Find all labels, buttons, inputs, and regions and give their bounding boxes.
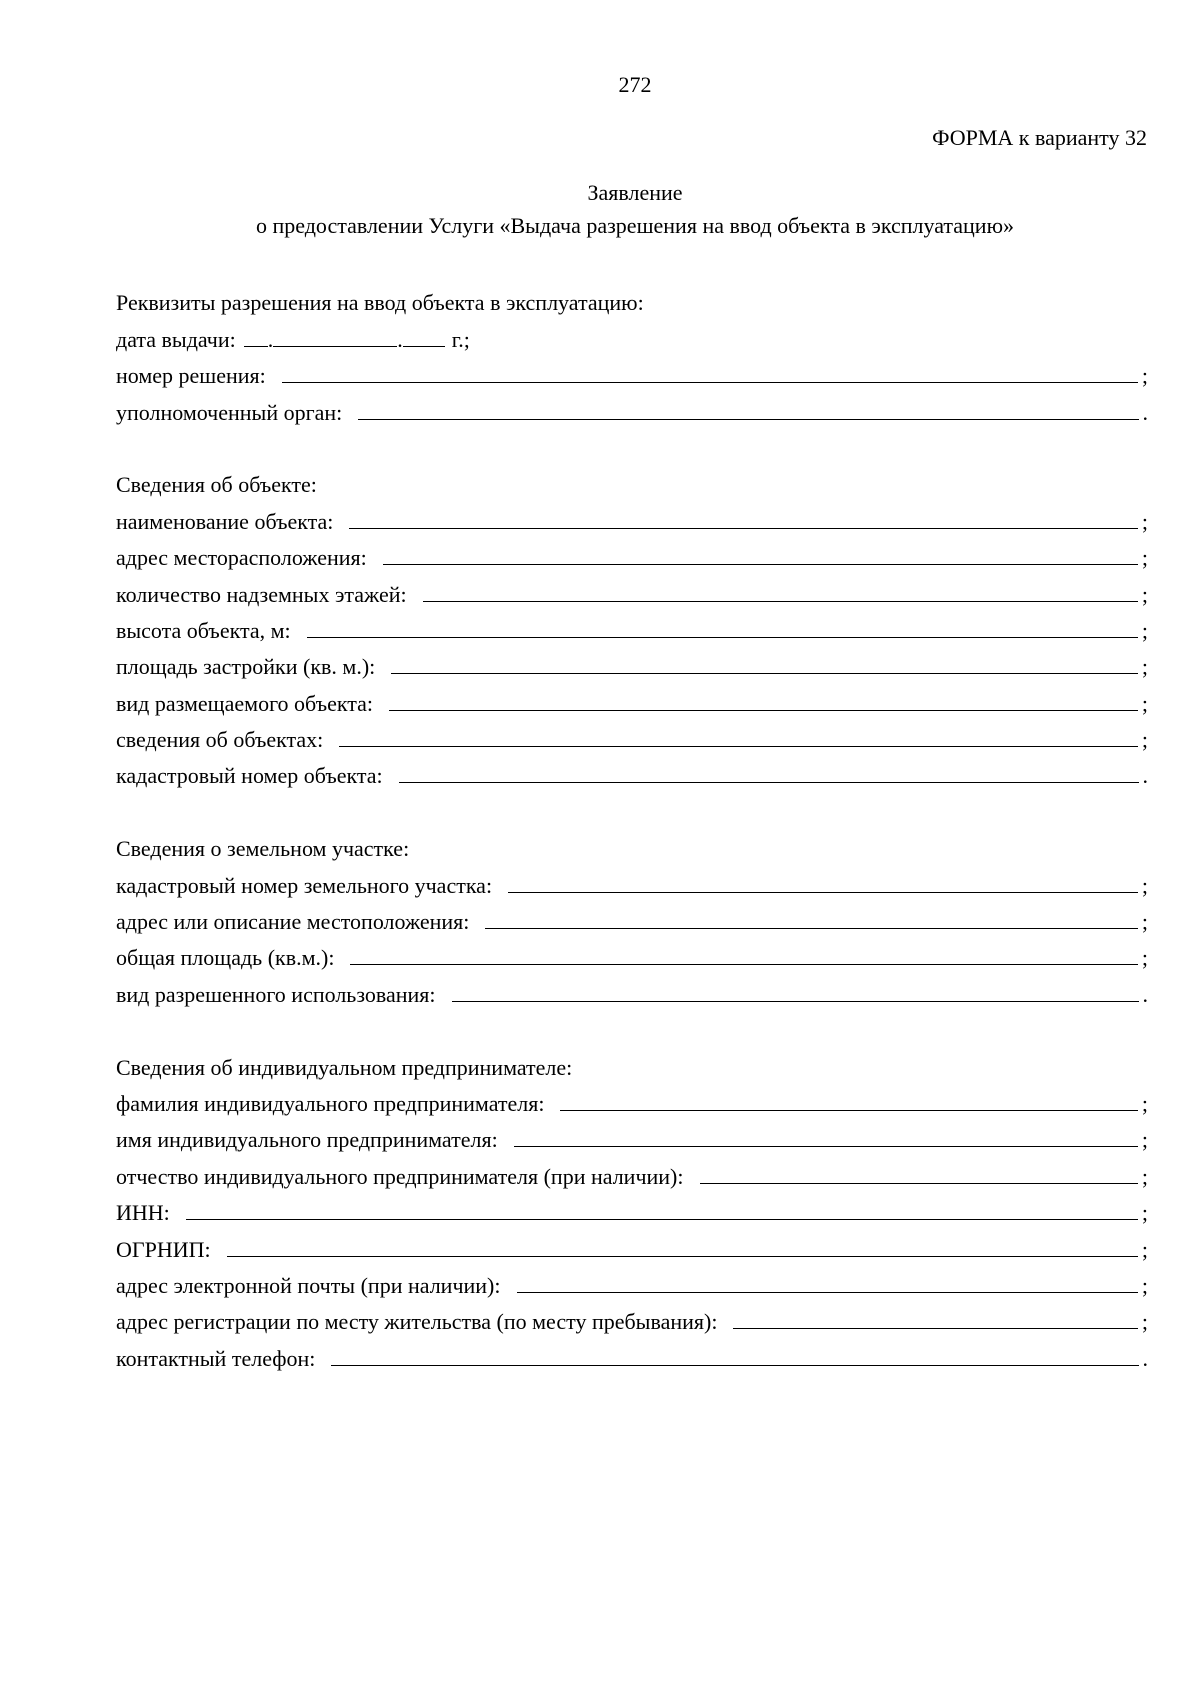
floors-count-field[interactable]: [423, 600, 1138, 602]
phone-field[interactable]: [331, 1364, 1138, 1366]
form-field-row: кадастровый номер земельного участка: ;: [116, 872, 1148, 898]
object-type-field[interactable]: [389, 709, 1138, 711]
object-cadastral-number-field[interactable]: [399, 781, 1139, 783]
email-field[interactable]: [517, 1291, 1138, 1293]
form-field-row: отчество индивидуального предпринимателя (при наличии): ;: [116, 1163, 1148, 1189]
object-height-field[interactable]: [307, 636, 1138, 638]
inn-field[interactable]: [186, 1218, 1138, 1220]
issue-date-row: дата выдачи: . . г.;: [116, 319, 1148, 355]
form-body: [116, 283, 1148, 1375]
form-field-row: уполномоченный орган: .: [116, 399, 1148, 425]
issue-date-label: дата выдачи:: [116, 326, 236, 352]
document-title: Заявление: [587, 180, 683, 205]
permitted-use-field[interactable]: [452, 1000, 1139, 1002]
issue-date-year-field[interactable]: [403, 345, 445, 347]
form-reference: ФОРМА к варианту 32: [932, 125, 1147, 150]
issue-date-month-field[interactable]: [273, 345, 397, 347]
page-number: 272: [618, 72, 652, 97]
form-field-row: ОГРНИП: ;: [116, 1236, 1148, 1262]
form-field-row: вид размещаемого объекта: ;: [116, 690, 1148, 716]
form-field-row: общая площадь (кв.м.): ;: [116, 945, 1148, 971]
form-field-row: площадь застройки (кв. м.): ;: [116, 654, 1148, 680]
land-section-heading: Сведения о земельном участке:: [116, 836, 410, 862]
entrepreneur-section-heading: Сведения об индивидуальном предпринимателе:: [116, 1054, 573, 1080]
document-subtitle: о предоставлении Услуги «Выдача разрешения на ввод объекта в эксплуатацию»: [255, 213, 1015, 238]
permit-section-heading: Реквизиты разрешения на ввод объекта в эксплуатацию:: [116, 290, 644, 316]
object-address-field[interactable]: [383, 563, 1138, 565]
form-field-row: контактный телефон: .: [116, 1345, 1148, 1371]
surname-field[interactable]: [560, 1109, 1137, 1111]
form-field-row: адрес месторасположения: ;: [116, 545, 1148, 571]
building-area-field[interactable]: [391, 672, 1138, 674]
form-field-row: фамилия индивидуального предпринимателя: ;: [116, 1090, 1148, 1116]
form-field-row: адрес или описание местоположения: ;: [116, 909, 1148, 935]
object-name-field[interactable]: [349, 527, 1137, 529]
patronymic-field[interactable]: [700, 1182, 1138, 1184]
form-field-row: кадастровый номер объекта: .: [116, 763, 1148, 789]
form-field-row: высота объекта, м: ;: [116, 617, 1148, 643]
form-field-row: номер решения: ;: [116, 363, 1148, 389]
objects-info-field[interactable]: [339, 745, 1138, 747]
land-cadastral-number-field[interactable]: [508, 891, 1138, 893]
form-field-row: адрес регистрации по месту жительства (по месту пребывания): ;: [116, 1309, 1148, 1335]
authorized-body-field[interactable]: [358, 418, 1138, 420]
form-field-row: адрес электронной почты (при наличии): ;: [116, 1272, 1148, 1298]
form-field-row: количество надземных этажей: ;: [116, 581, 1148, 607]
land-location-field[interactable]: [485, 927, 1137, 929]
first-name-field[interactable]: [514, 1145, 1138, 1147]
form-field-row: сведения об объектах: ;: [116, 727, 1148, 753]
form-field-row: вид разрешенного использования: .: [116, 981, 1148, 1007]
form-field-row: ИНН: ;: [116, 1200, 1148, 1226]
form-field-row: имя индивидуального предпринимателя: ;: [116, 1127, 1148, 1153]
land-area-field[interactable]: [350, 963, 1137, 965]
ogrnip-field[interactable]: [227, 1255, 1138, 1257]
object-section-heading: Сведения об объекте:: [116, 472, 317, 498]
issue-date-day-field[interactable]: [244, 345, 268, 347]
decision-number-field[interactable]: [282, 381, 1138, 383]
form-field-row: наименование объекта: ;: [116, 508, 1148, 534]
registration-address-field[interactable]: [733, 1327, 1137, 1329]
